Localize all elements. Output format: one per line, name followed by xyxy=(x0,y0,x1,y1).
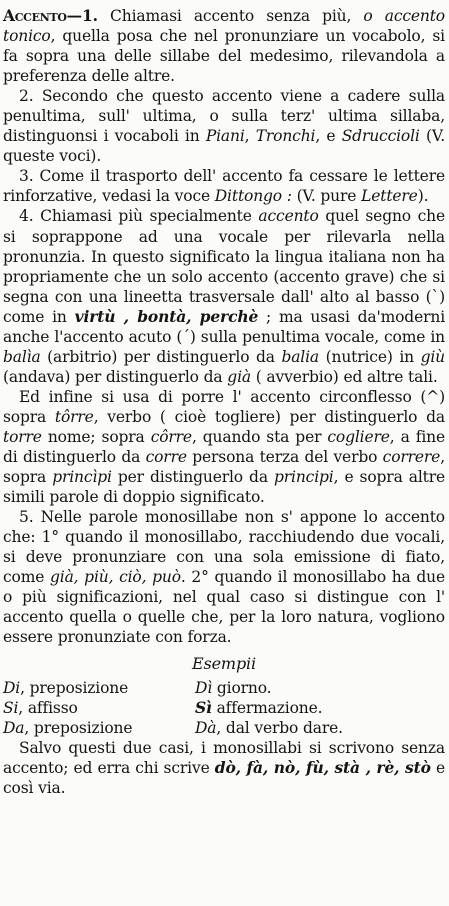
text-span: 5. Nelle parole monosillabe non s' appone lo accento che: 1° quando il monosillabo, racchiudendo due vocali, si deve pronunziare con una sola emissione di fiato, come xyxy=(3,508,445,587)
italic-term: balia xyxy=(281,347,320,366)
text-span: Chiamasi accento senza più, xyxy=(97,7,364,25)
italic-term: già, più, ciò, può xyxy=(50,568,181,587)
italic-term: Sdruccioli xyxy=(341,127,420,146)
text-span: , e sopra altre simili parole di doppio significato. xyxy=(3,468,445,507)
example-right xyxy=(195,718,445,738)
text-span: 2. Secondo che questo accento viene a cadere sulla penultima, sull' ultima, o sulla terz' ultima sillaba, distinguonsi i vocaboli in xyxy=(3,87,445,146)
text-span: (nutrice) in xyxy=(319,347,421,366)
example-right xyxy=(195,678,445,698)
paragraph-number: 1. xyxy=(82,6,98,25)
examples-heading: Esempii xyxy=(192,653,256,673)
text-span: per distinguerlo da xyxy=(111,468,274,487)
italic-term: o accento tonico xyxy=(3,7,445,46)
italic-term: cogliere xyxy=(327,427,390,446)
text-span: persona terza del verbo xyxy=(186,448,383,467)
italic-term: corre xyxy=(145,448,187,467)
example-word: Si xyxy=(3,698,19,717)
italic-term: côrre xyxy=(150,427,192,446)
example-gloss: giorno. xyxy=(212,678,272,697)
definition-paragraph-5 xyxy=(3,387,445,507)
definition-paragraph-3 xyxy=(3,166,445,206)
text-span: . 2° quando il monosillabo ha due o più significazioni, nel qual caso si distingue con l' accento quella o quelle che, per la loro natura, vogliono essere pronunziate con forza. xyxy=(3,568,445,647)
definition-paragraph-1 xyxy=(3,6,445,86)
example-word: Dì xyxy=(195,678,213,697)
closing-paragraph xyxy=(3,738,445,798)
example-gloss: , preposizione xyxy=(20,678,129,697)
example-word: Da xyxy=(3,718,25,737)
italic-term: Lettere xyxy=(361,187,418,206)
text-span: , a fine di distinguerlo da xyxy=(3,427,445,467)
text-span: , e xyxy=(315,127,342,146)
example-right xyxy=(195,698,445,718)
text-span: 4. Chiamasi più specialmente xyxy=(19,207,259,226)
italic-term: accento xyxy=(258,207,319,226)
example-word: Dà xyxy=(195,718,217,737)
example-gloss: , affisso xyxy=(18,698,78,717)
headword: Accento xyxy=(3,6,67,25)
example-left xyxy=(3,718,195,738)
text-span: , verbo ( cioè togliere) per distinguerlo da xyxy=(93,407,446,426)
example-gloss: , dal verbo dare. xyxy=(216,718,343,737)
text-span: e così via. xyxy=(3,758,445,797)
example-word: Di xyxy=(3,678,21,697)
definition-paragraph-2 xyxy=(3,86,445,166)
italic-term: torre xyxy=(3,427,42,446)
text-span: (arbitrio) per distinguerlo da xyxy=(40,347,282,366)
text-span: (V. queste voci). xyxy=(3,127,445,166)
bold-italic-examples: dò, fà, nò, fù, stà , rè, stò xyxy=(214,757,431,777)
example-gloss: affermazione. xyxy=(211,698,323,717)
text-span: ; ma usasi da'moderni anche l'accento acuto (´) sulla penultima vocale, come in xyxy=(3,307,446,346)
headword-dash: — xyxy=(66,6,83,25)
italic-term: Tronchi xyxy=(255,127,316,146)
text-span: Ed infine si usa di porre l' accento circonflesso (^) sopra xyxy=(3,387,445,426)
definition-paragraph-4 xyxy=(3,206,445,386)
italic-term: principi xyxy=(274,468,334,487)
example-row xyxy=(3,698,445,718)
bold-italic-examples: virtù , bontà, perchè xyxy=(74,306,259,326)
italic-term: Dittongo : xyxy=(214,187,292,206)
text-span: Salvo questi due casi, i monosillabi si scrivono senza accento; ed erra chi scrive xyxy=(3,738,445,777)
examples-list xyxy=(3,678,445,738)
text-span: ). xyxy=(417,187,429,206)
example-row xyxy=(3,718,445,738)
text-span: nome; sopra xyxy=(41,427,151,446)
italic-term: correre xyxy=(382,448,441,467)
italic-term: princìpi xyxy=(52,468,112,487)
text-span: , sopra xyxy=(3,448,445,487)
example-left xyxy=(3,678,195,698)
text-span: (andava) per distinguerlo da xyxy=(3,367,228,386)
italic-term: balìa xyxy=(3,347,41,366)
definition-paragraph-6 xyxy=(3,507,445,647)
text-span: , xyxy=(244,127,256,146)
text-span: 3. Come il trasporto dell' accento fa cessare le lettere rinforzative, vedasi la voce xyxy=(3,167,445,206)
example-gloss: , preposizione xyxy=(24,718,133,737)
text-span: (V. pure xyxy=(291,187,362,206)
text-span: , quando sta per xyxy=(191,427,328,446)
text-span: ( avverbio) ed altre tali. xyxy=(250,367,438,386)
italic-term: già xyxy=(227,367,251,386)
italic-term: tôrre xyxy=(54,407,94,426)
text-span: , quella posa che nel pronunziare un vocabolo, si fa sopra una delle sillabe del medesimo, rilevandola a preferenza delle altre. xyxy=(3,27,445,86)
example-left xyxy=(3,698,195,718)
italic-term: Piani xyxy=(205,127,245,146)
text-span: quel segno che si soprappone ad una vocale per rilevarla nella pronunzia. In questo significato la lingua italiana non ha propriamente che un solo accento (accento grave) che si segna con una lineetta trasversale dall' alto al basso (`) come in xyxy=(3,207,445,326)
example-word: Sì xyxy=(195,697,212,717)
italic-term: giù xyxy=(420,347,445,366)
example-row xyxy=(3,678,445,698)
